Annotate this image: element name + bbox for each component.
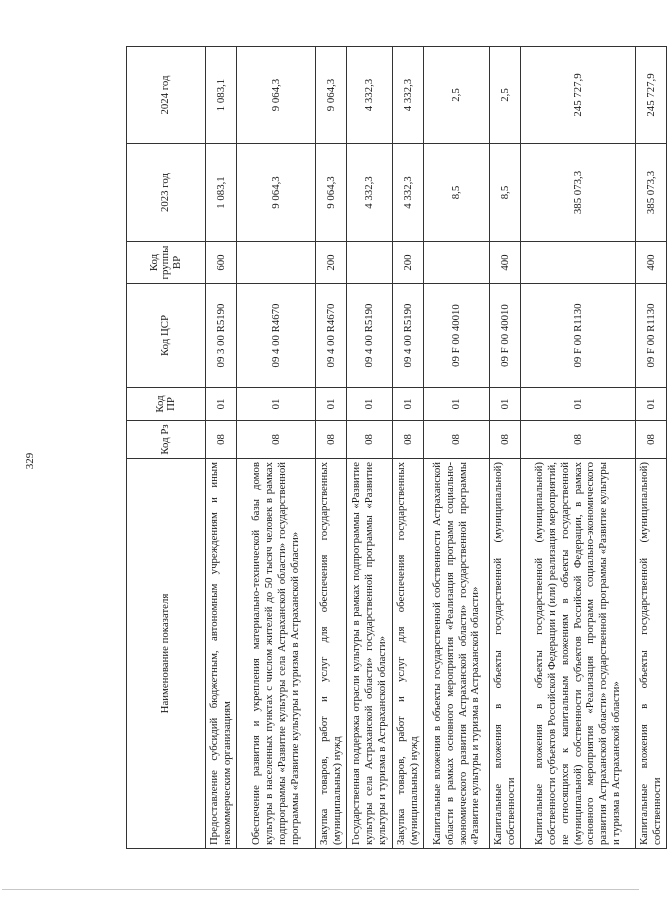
cell-rz: 08 [206,421,237,459]
cell-vr: 200 [393,242,424,284]
cell-2024: 2,5 [490,47,521,144]
cell-2023: 9 064,3 [316,144,347,242]
cell-csr: 09 4 00 R4670 [237,284,316,388]
cell-pr: 01 [316,388,347,421]
cell-name: Капитальные вложения в объекты государственной (муниципальной) собственности субъектов Российской Федерации и (или) реализация мероприятий, не относящихся к капитальным вложениям в объекты государственной (муниципальной) собственности субъектов Российской Федерации, в рамках основного мероприятия «Реализация программ социально-экономического развития Астраханской области» государственной программы «Развитие культуры и туризма в Астраханской области» [521,459,636,849]
page-number: 329 [24,452,36,470]
cell-vr [237,242,316,284]
cell-rz: 08 [490,421,521,459]
cell-vr [424,242,490,284]
cell-name: Обеспечение развития и укрепления материально-технической базы домов культуры в населенных пунктах с числом жителей до 50 тысяч человек в рамках подпрограммы «Развитие культуры села Астраханской области» государственной программы «Развитие культуры и туризма в Астраханской области» [237,459,316,849]
cell-csr: 09 F 00 R1130 [521,284,636,388]
cell-pr: 01 [393,388,424,421]
cell-vr: 400 [636,242,667,284]
cell-csr: 09 4 00 R4670 [316,284,347,388]
cell-2024: 4 332,3 [393,47,424,144]
cell-pr: 01 [636,388,667,421]
cell-rz: 08 [424,421,490,459]
header-pr: Код ПР [127,388,206,421]
cell-rz: 08 [521,421,636,459]
cell-pr: 01 [490,388,521,421]
cell-csr: 09 4 00 R5190 [347,284,393,388]
header-name: Наименование показателя [127,459,206,849]
table-row [237,47,316,849]
budget-table [126,46,667,849]
cell-2024: 1 083,1 [206,47,237,144]
cell-pr: 01 [347,388,393,421]
table-row [521,47,636,849]
cell-2024: 9 064,3 [237,47,316,144]
rotated-table-container [126,47,663,849]
cell-name: Государственная поддержка отрасли культуры в рамках подпрограммы «Развитие культуры села Астраханской области» государственной программы «Развитие культуры и туризма в Астраханской области» [347,459,393,849]
cell-pr: 01 [424,388,490,421]
cell-2024: 9 064,3 [316,47,347,144]
cell-2023: 8,5 [424,144,490,242]
cell-rz: 08 [636,421,667,459]
table-row [316,47,347,849]
cell-2023: 4 332,3 [347,144,393,242]
cell-name: Капитальные вложения в объекты государственной (муниципальной) собственности [636,459,667,849]
table-row [393,47,424,849]
cell-name: Закупка товаров, работ и услуг для обеспечения государственных (муниципальных) нужд [393,459,424,849]
header-2024: 2024 год [127,47,206,144]
cell-csr: 09 3 00 R5190 [206,284,237,388]
cell-2023: 385 073,3 [636,144,667,242]
cell-rz: 08 [393,421,424,459]
bottom-rule [2,889,639,890]
cell-vr: 600 [206,242,237,284]
cell-pr: 01 [237,388,316,421]
cell-2024: 4 332,3 [347,47,393,144]
cell-2024: 245 727,9 [636,47,667,144]
table-header-row [127,47,206,849]
table-row [206,47,237,849]
cell-csr: 09 4 00 R5190 [393,284,424,388]
cell-csr: 09 F 00 40010 [424,284,490,388]
cell-name: Закупка товаров, работ и услуг для обеспечения государственных (муниципальных) нужд [316,459,347,849]
cell-2023: 4 332,3 [393,144,424,242]
cell-vr: 200 [316,242,347,284]
cell-name: Капитальные вложения в объекты государственной собственности Астраханской области в рамках основного мероприятия «Реализация программ социально-экономического развития Астраханской области» государственной программы «Развитие культуры и туризма в Астраханской области» [424,459,490,849]
table-row [347,47,393,849]
cell-name: Предоставление субсидий бюджетным, автономным учреждениям и иным некоммерческим организациям [206,459,237,849]
header-vr: Код группы ВР [127,242,206,284]
table-row [490,47,521,849]
cell-vr: 400 [490,242,521,284]
table-row [424,47,490,849]
cell-name: Капитальные вложения в объекты государственной (муниципальной) собственности [490,459,521,849]
cell-2024: 2,5 [424,47,490,144]
cell-2023: 9 064,3 [237,144,316,242]
cell-csr: 09 F 00 R1130 [636,284,667,388]
header-csr: Код ЦСР [127,284,206,388]
cell-vr [521,242,636,284]
header-2023: 2023 год [127,144,206,242]
header-rz: Код Рз [127,421,206,459]
cell-2023: 8,5 [490,144,521,242]
cell-pr: 01 [521,388,636,421]
cell-vr [347,242,393,284]
cell-rz: 08 [347,421,393,459]
cell-2023: 385 073,3 [521,144,636,242]
cell-csr: 09 F 00 40010 [490,284,521,388]
cell-2024: 245 727,9 [521,47,636,144]
cell-rz: 08 [316,421,347,459]
table-row [636,47,667,849]
cell-pr: 01 [206,388,237,421]
cell-2023: 1 083,1 [206,144,237,242]
cell-rz: 08 [237,421,316,459]
